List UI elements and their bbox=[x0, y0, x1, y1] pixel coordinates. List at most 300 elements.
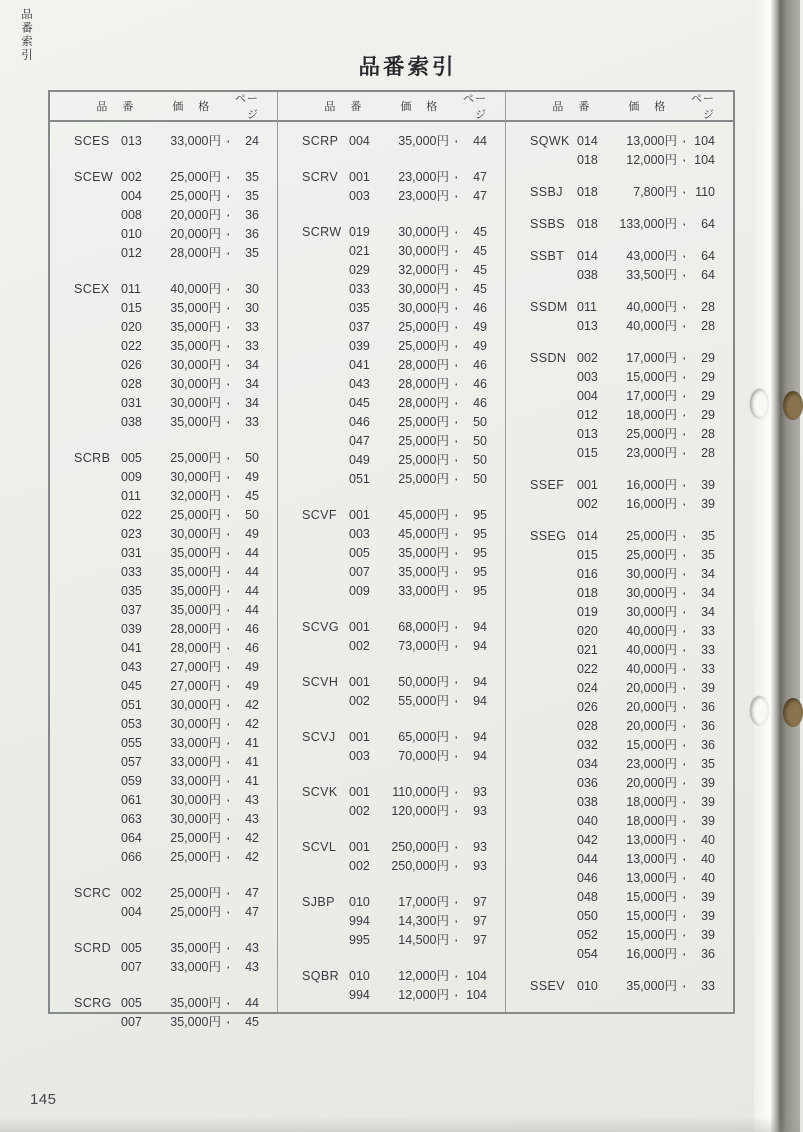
entry-group bbox=[302, 132, 487, 151]
dotted-leader bbox=[226, 696, 229, 715]
part-prefix bbox=[302, 986, 349, 1005]
page-ref: 41 bbox=[245, 774, 259, 788]
part-prefix: SSBS bbox=[530, 217, 565, 231]
part-code: 048 bbox=[577, 890, 598, 904]
part-code: 035 bbox=[121, 584, 142, 598]
entry-group bbox=[74, 449, 259, 867]
part-prefix bbox=[74, 318, 121, 337]
part-prefix bbox=[530, 831, 577, 850]
table-row bbox=[74, 639, 259, 658]
table-row bbox=[530, 584, 715, 603]
page-ref: 30 bbox=[245, 301, 259, 315]
page-ref: 29 bbox=[701, 370, 715, 384]
price-value: 27,000円 bbox=[170, 660, 221, 674]
part-code: 003 bbox=[349, 189, 370, 203]
part-code: 009 bbox=[121, 470, 142, 484]
part-code: 028 bbox=[577, 719, 598, 733]
page-ref: 47 bbox=[245, 905, 259, 919]
page-ref: 43 bbox=[245, 941, 259, 955]
table-row bbox=[530, 266, 715, 285]
dotted-leader bbox=[454, 673, 457, 692]
dotted-leader bbox=[454, 337, 457, 356]
dotted-leader bbox=[682, 425, 685, 444]
table-row bbox=[302, 318, 487, 337]
dotted-leader bbox=[226, 829, 229, 848]
page-ref: 46 bbox=[473, 358, 487, 372]
table-row bbox=[302, 168, 487, 187]
page-ref: 44 bbox=[245, 546, 259, 560]
part-code: 039 bbox=[121, 622, 142, 636]
page-ref: 45 bbox=[473, 263, 487, 277]
part-code: 009 bbox=[349, 584, 370, 598]
page-ref: 36 bbox=[245, 227, 259, 241]
part-prefix bbox=[302, 692, 349, 711]
page-ref: 104 bbox=[694, 134, 715, 148]
page-ref: 93 bbox=[473, 859, 487, 873]
price-value: 25,000円 bbox=[170, 170, 221, 184]
page-ref: 47 bbox=[473, 189, 487, 203]
part-prefix bbox=[302, 299, 349, 318]
part-prefix: SQBR bbox=[302, 969, 340, 983]
part-code: 020 bbox=[121, 320, 142, 334]
dotted-leader bbox=[682, 679, 685, 698]
dotted-leader bbox=[226, 168, 229, 187]
table-row bbox=[302, 413, 487, 432]
dotted-leader bbox=[682, 831, 685, 850]
part-code: 019 bbox=[349, 225, 370, 239]
part-prefix bbox=[530, 425, 577, 444]
page-bottom-shadow bbox=[0, 1116, 800, 1132]
dotted-leader bbox=[226, 318, 229, 337]
part-prefix: SCVL bbox=[302, 840, 337, 854]
price-value: 23,000円 bbox=[398, 189, 449, 203]
table-row bbox=[74, 994, 259, 1013]
price-value: 17,000円 bbox=[398, 895, 449, 909]
table-row bbox=[74, 563, 259, 582]
table-row bbox=[74, 829, 259, 848]
dotted-leader bbox=[226, 413, 229, 432]
price-value: 30,000円 bbox=[170, 358, 221, 372]
page-ref: 44 bbox=[245, 603, 259, 617]
price-value: 16,000円 bbox=[626, 497, 677, 511]
part-prefix: SCES bbox=[74, 134, 110, 148]
part-code: 046 bbox=[349, 415, 370, 429]
part-prefix bbox=[530, 444, 577, 463]
page-ref: 34 bbox=[701, 605, 715, 619]
part-prefix bbox=[530, 888, 577, 907]
page-ref: 28 bbox=[701, 427, 715, 441]
part-prefix bbox=[74, 394, 121, 413]
price-value: 35,000円 bbox=[170, 301, 221, 315]
table-row bbox=[302, 857, 487, 876]
part-code: 061 bbox=[121, 793, 142, 807]
part-code: 004 bbox=[349, 134, 370, 148]
table-row bbox=[302, 506, 487, 525]
part-prefix bbox=[530, 406, 577, 425]
price-value: 30,000円 bbox=[170, 717, 221, 731]
page-ref: 49 bbox=[473, 320, 487, 334]
part-code: 052 bbox=[577, 928, 598, 942]
part-prefix bbox=[302, 451, 349, 470]
entry-group bbox=[302, 223, 487, 489]
price-value: 43,000円 bbox=[626, 249, 677, 263]
part-prefix bbox=[74, 696, 121, 715]
table-row bbox=[302, 893, 487, 912]
header-price: 価 格 bbox=[400, 101, 440, 113]
page-ref: 36 bbox=[701, 719, 715, 733]
table-row bbox=[530, 317, 715, 336]
page-ref: 28 bbox=[701, 300, 715, 314]
part-prefix: SSDN bbox=[530, 351, 567, 365]
table-row bbox=[74, 413, 259, 432]
entry-group bbox=[530, 977, 715, 996]
price-value: 32,000円 bbox=[398, 263, 449, 277]
part-prefix bbox=[302, 261, 349, 280]
part-prefix bbox=[530, 755, 577, 774]
dotted-leader bbox=[454, 470, 457, 489]
dotted-leader bbox=[454, 525, 457, 544]
price-value: 35,000円 bbox=[170, 941, 221, 955]
part-prefix bbox=[302, 242, 349, 261]
table-row bbox=[530, 888, 715, 907]
dotted-leader bbox=[226, 791, 229, 810]
part-prefix bbox=[74, 848, 121, 867]
index-column-1 bbox=[50, 92, 277, 1029]
table-row bbox=[530, 476, 715, 495]
part-code: 001 bbox=[349, 785, 370, 799]
table-row bbox=[74, 848, 259, 867]
page-ref: 34 bbox=[245, 396, 259, 410]
page-ref: 36 bbox=[701, 700, 715, 714]
part-prefix: SQWK bbox=[530, 134, 570, 148]
dotted-leader bbox=[682, 736, 685, 755]
dotted-leader bbox=[454, 506, 457, 525]
part-prefix bbox=[74, 375, 121, 394]
dotted-leader bbox=[226, 639, 229, 658]
page-ref: 42 bbox=[245, 850, 259, 864]
column-header bbox=[506, 92, 733, 122]
price-value: 50,000円 bbox=[398, 675, 449, 689]
page-ref: 44 bbox=[245, 996, 259, 1010]
part-code: 013 bbox=[577, 427, 598, 441]
table-row bbox=[530, 425, 715, 444]
price-value: 35,000円 bbox=[170, 565, 221, 579]
price-value: 28,000円 bbox=[398, 377, 449, 391]
part-prefix bbox=[530, 495, 577, 514]
dotted-leader bbox=[454, 432, 457, 451]
part-prefix bbox=[302, 747, 349, 766]
part-prefix: SCVH bbox=[302, 675, 339, 689]
page-ref: 50 bbox=[473, 453, 487, 467]
part-code: 041 bbox=[121, 641, 142, 655]
dotted-leader bbox=[226, 658, 229, 677]
part-prefix bbox=[302, 432, 349, 451]
part-code: 031 bbox=[121, 396, 142, 410]
part-prefix bbox=[530, 546, 577, 565]
dotted-leader bbox=[226, 810, 229, 829]
page-ref: 42 bbox=[245, 717, 259, 731]
dotted-leader bbox=[226, 1013, 229, 1032]
price-value: 25,000円 bbox=[626, 427, 677, 441]
header-part-number: 品 番 bbox=[324, 101, 364, 113]
part-code: 024 bbox=[577, 681, 598, 695]
part-prefix: SCVJ bbox=[302, 730, 336, 744]
price-value: 250,000円 bbox=[391, 859, 449, 873]
part-code: 033 bbox=[349, 282, 370, 296]
dotted-leader bbox=[226, 225, 229, 244]
price-value: 25,000円 bbox=[398, 415, 449, 429]
price-value: 35,000円 bbox=[626, 979, 677, 993]
price-value: 30,000円 bbox=[170, 377, 221, 391]
dotted-leader bbox=[226, 715, 229, 734]
price-value: 30,000円 bbox=[398, 282, 449, 296]
part-prefix bbox=[530, 622, 577, 641]
price-value: 40,000円 bbox=[170, 282, 221, 296]
dotted-leader bbox=[682, 755, 685, 774]
part-code: 015 bbox=[577, 446, 598, 460]
price-value: 25,000円 bbox=[170, 886, 221, 900]
dotted-leader bbox=[226, 206, 229, 225]
price-value: 20,000円 bbox=[170, 208, 221, 222]
price-value: 35,000円 bbox=[398, 134, 449, 148]
dotted-leader bbox=[682, 565, 685, 584]
page-ref: 94 bbox=[473, 639, 487, 653]
part-prefix: SCVF bbox=[302, 508, 337, 522]
part-code: 002 bbox=[349, 694, 370, 708]
price-value: 70,000円 bbox=[398, 749, 449, 763]
part-code: 018 bbox=[577, 586, 598, 600]
table-row bbox=[74, 715, 259, 734]
table-row bbox=[74, 356, 259, 375]
table-row bbox=[74, 375, 259, 394]
part-code: 033 bbox=[121, 565, 142, 579]
part-prefix bbox=[302, 413, 349, 432]
table-row bbox=[302, 525, 487, 544]
table-row bbox=[74, 658, 259, 677]
part-code: 022 bbox=[121, 508, 142, 522]
part-prefix bbox=[74, 337, 121, 356]
table-row bbox=[302, 637, 487, 656]
part-prefix bbox=[530, 603, 577, 622]
part-prefix bbox=[74, 734, 121, 753]
price-value: 25,000円 bbox=[626, 529, 677, 543]
dotted-leader bbox=[454, 563, 457, 582]
dotted-leader bbox=[226, 449, 229, 468]
price-value: 35,000円 bbox=[170, 415, 221, 429]
price-value: 33,000円 bbox=[170, 960, 221, 974]
price-value: 13,000円 bbox=[626, 134, 677, 148]
part-code: 005 bbox=[121, 941, 142, 955]
page-ref: 33 bbox=[701, 662, 715, 676]
table-row bbox=[302, 356, 487, 375]
dotted-leader bbox=[226, 299, 229, 318]
part-code: 044 bbox=[577, 852, 598, 866]
part-code: 001 bbox=[349, 730, 370, 744]
rows-container bbox=[506, 122, 733, 1012]
part-prefix bbox=[530, 660, 577, 679]
binder-hole bbox=[783, 391, 803, 420]
part-code: 046 bbox=[577, 871, 598, 885]
entry-group bbox=[74, 132, 259, 151]
table-row bbox=[74, 1013, 259, 1032]
part-prefix bbox=[530, 151, 577, 170]
dotted-leader bbox=[682, 907, 685, 926]
price-value: 20,000円 bbox=[626, 719, 677, 733]
part-prefix bbox=[74, 810, 121, 829]
dotted-leader bbox=[226, 884, 229, 903]
page-ref: 97 bbox=[473, 933, 487, 947]
part-prefix: SJBP bbox=[302, 895, 335, 909]
price-value: 7,800円 bbox=[633, 185, 677, 199]
part-prefix bbox=[530, 387, 577, 406]
column-header bbox=[50, 92, 277, 122]
part-prefix bbox=[530, 717, 577, 736]
page-ref: 50 bbox=[473, 434, 487, 448]
table-row bbox=[302, 337, 487, 356]
part-prefix bbox=[530, 736, 577, 755]
page-ref: 43 bbox=[245, 960, 259, 974]
part-prefix bbox=[302, 375, 349, 394]
page-ref: 93 bbox=[473, 804, 487, 818]
page-ref: 35 bbox=[701, 548, 715, 562]
dotted-leader bbox=[454, 857, 457, 876]
page-ref: 46 bbox=[245, 622, 259, 636]
page-ref: 39 bbox=[701, 776, 715, 790]
table-row bbox=[74, 696, 259, 715]
table-row bbox=[74, 677, 259, 696]
part-code: 050 bbox=[577, 909, 598, 923]
price-value: 30,000円 bbox=[398, 301, 449, 315]
dotted-leader bbox=[226, 244, 229, 263]
header-part-number: 品 番 bbox=[96, 101, 136, 113]
dotted-leader bbox=[682, 660, 685, 679]
table-row bbox=[530, 247, 715, 266]
table-row bbox=[302, 912, 487, 931]
part-code: 066 bbox=[121, 850, 142, 864]
price-value: 25,000円 bbox=[398, 434, 449, 448]
page-ref: 40 bbox=[701, 852, 715, 866]
table-row bbox=[302, 375, 487, 394]
part-prefix bbox=[302, 637, 349, 656]
dotted-leader bbox=[454, 318, 457, 337]
table-row bbox=[74, 582, 259, 601]
page-ref: 50 bbox=[473, 472, 487, 486]
part-prefix: SCRG bbox=[74, 996, 112, 1010]
page-ref: 40 bbox=[701, 871, 715, 885]
table-row bbox=[530, 527, 715, 546]
part-prefix: SSBJ bbox=[530, 185, 563, 199]
part-prefix bbox=[530, 907, 577, 926]
part-code: 045 bbox=[349, 396, 370, 410]
part-code: 014 bbox=[577, 529, 598, 543]
dotted-leader bbox=[454, 280, 457, 299]
price-value: 25,000円 bbox=[170, 189, 221, 203]
dotted-leader bbox=[454, 132, 457, 151]
part-code: 001 bbox=[349, 620, 370, 634]
part-code: 021 bbox=[577, 643, 598, 657]
part-code: 995 bbox=[349, 933, 370, 947]
price-value: 28,000円 bbox=[170, 246, 221, 260]
part-code: 011 bbox=[121, 489, 141, 503]
part-code: 011 bbox=[121, 282, 141, 296]
table-row bbox=[74, 525, 259, 544]
index-column-2 bbox=[277, 92, 505, 1012]
dotted-leader bbox=[682, 622, 685, 641]
part-prefix bbox=[74, 225, 121, 244]
page-ref: 39 bbox=[701, 478, 715, 492]
price-value: 30,000円 bbox=[170, 470, 221, 484]
part-prefix bbox=[530, 584, 577, 603]
part-code: 015 bbox=[121, 301, 142, 315]
page-ref: 29 bbox=[701, 408, 715, 422]
table-row bbox=[302, 187, 487, 206]
page-ref: 93 bbox=[473, 785, 487, 799]
table-row bbox=[530, 717, 715, 736]
part-prefix bbox=[74, 356, 121, 375]
table-row bbox=[302, 747, 487, 766]
dotted-leader bbox=[682, 183, 685, 202]
table-row bbox=[302, 783, 487, 802]
part-code: 005 bbox=[349, 546, 370, 560]
table-row bbox=[530, 698, 715, 717]
part-code: 001 bbox=[349, 675, 370, 689]
price-value: 30,000円 bbox=[398, 244, 449, 258]
price-value: 25,000円 bbox=[170, 451, 221, 465]
page-ref: 28 bbox=[701, 319, 715, 333]
page-ref: 35 bbox=[245, 246, 259, 260]
table-row bbox=[74, 791, 259, 810]
page-ref: 34 bbox=[701, 586, 715, 600]
page-ref: 36 bbox=[701, 947, 715, 961]
part-code: 018 bbox=[577, 153, 598, 167]
page-ref: 95 bbox=[473, 584, 487, 598]
part-prefix: SCEW bbox=[74, 170, 114, 184]
entry-group bbox=[74, 884, 259, 922]
table-row bbox=[302, 673, 487, 692]
part-prefix bbox=[302, 318, 349, 337]
table-row bbox=[74, 506, 259, 525]
page-ref: 45 bbox=[473, 225, 487, 239]
entry-group bbox=[302, 728, 487, 766]
part-code: 014 bbox=[577, 249, 598, 263]
page-ref: 44 bbox=[473, 134, 487, 148]
dotted-leader bbox=[454, 747, 457, 766]
part-code: 003 bbox=[577, 370, 598, 384]
table-row bbox=[302, 242, 487, 261]
part-prefix: SCVK bbox=[302, 785, 338, 799]
page-number: 145 bbox=[30, 1091, 57, 1108]
table-row bbox=[302, 223, 487, 242]
dotted-leader bbox=[454, 912, 457, 931]
price-value: 20,000円 bbox=[626, 681, 677, 695]
table-row bbox=[74, 487, 259, 506]
dotted-leader bbox=[454, 356, 457, 375]
part-prefix bbox=[302, 356, 349, 375]
part-prefix bbox=[530, 565, 577, 584]
part-prefix: SCRP bbox=[302, 134, 339, 148]
table-row bbox=[302, 261, 487, 280]
table-row bbox=[74, 601, 259, 620]
part-prefix bbox=[530, 368, 577, 387]
entry-group bbox=[530, 298, 715, 336]
price-value: 30,000円 bbox=[170, 812, 221, 826]
part-prefix bbox=[302, 931, 349, 950]
price-value: 30,000円 bbox=[170, 698, 221, 712]
part-prefix bbox=[74, 582, 121, 601]
part-code: 001 bbox=[349, 508, 370, 522]
part-code: 018 bbox=[577, 217, 598, 231]
part-code: 047 bbox=[349, 434, 370, 448]
